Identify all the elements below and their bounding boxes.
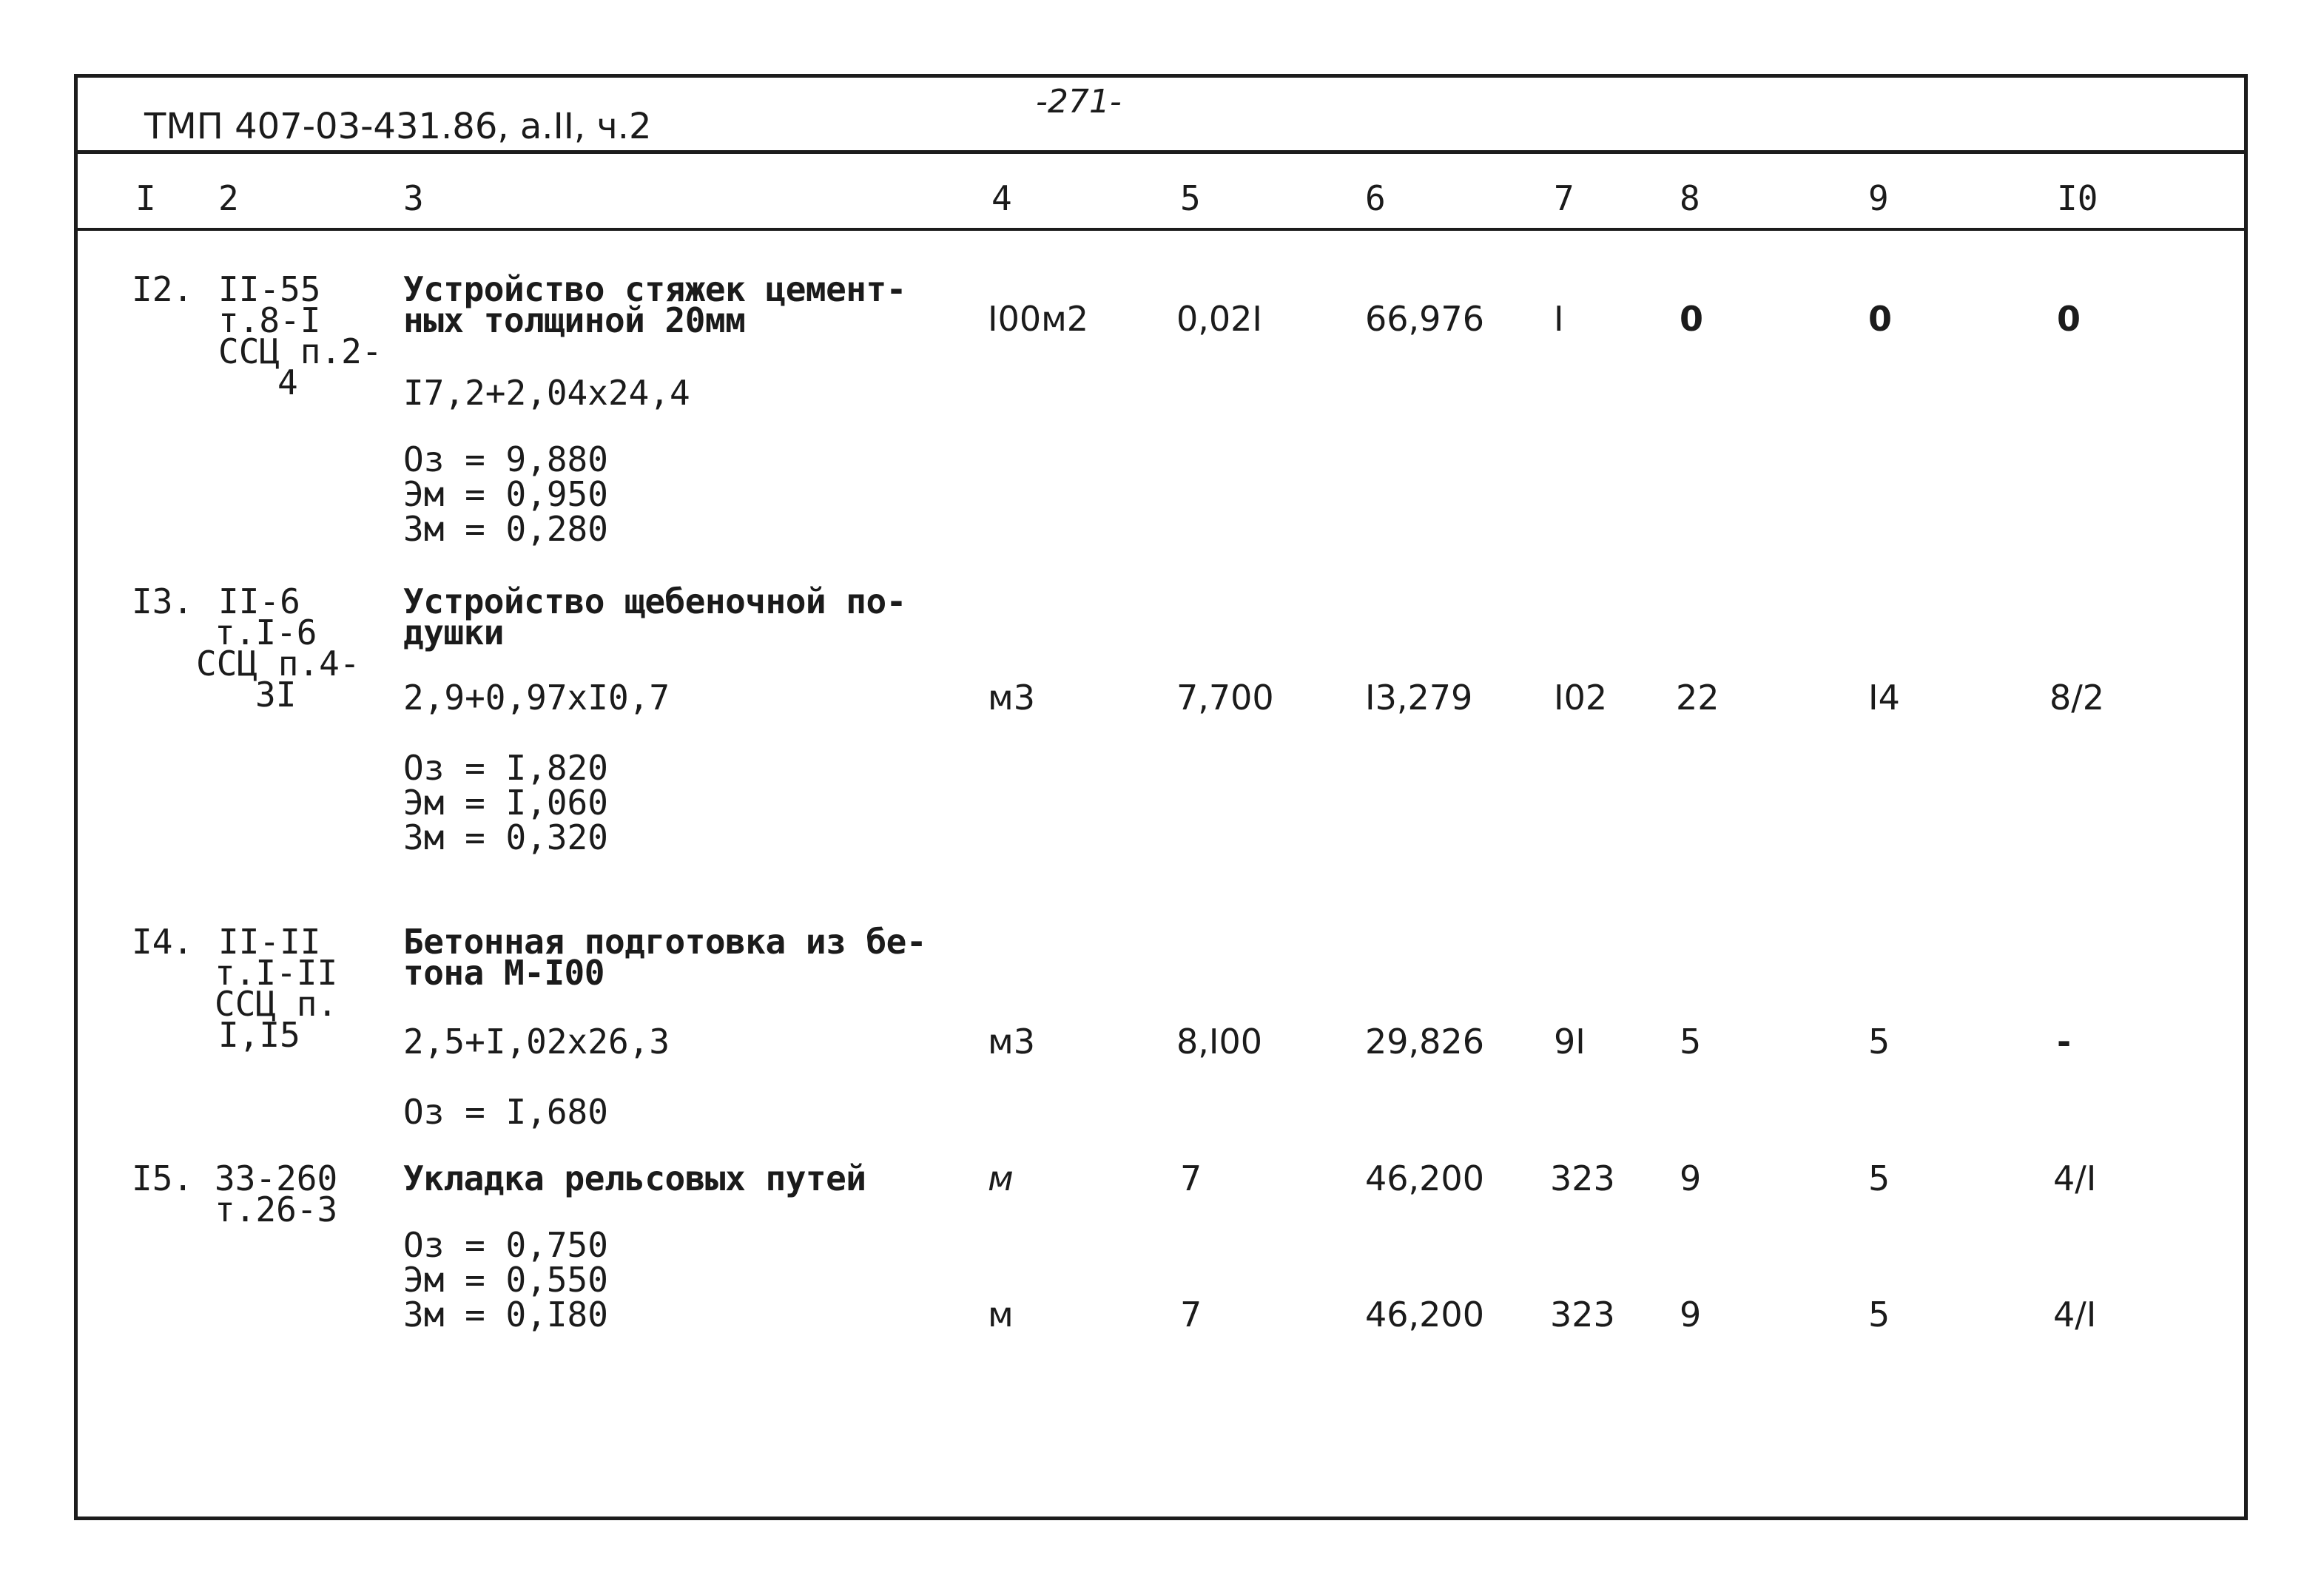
column-header-4: 4 [991,178,1012,218]
column-9-value: 0 [1868,299,1893,339]
work-description-line: Бетонная подготовка из бе- [403,922,927,962]
column-header-10: I0 [2057,178,2098,218]
unit-value: I00м2 [988,299,1089,339]
coefficient-line: Эм = I,060 [403,783,608,823]
unit-price-value: 66,976 [1365,299,1484,339]
norm-code-line: II-II [218,922,321,962]
coefficient-line: Оз = 9,880 [403,439,608,479]
norm-code-line: т.I-6 [215,613,317,652]
column-header-9: 9 [1868,178,1889,218]
norm-code-line: т.I-II [215,953,338,993]
work-description-line: Устройство стяжек цемент- [403,269,906,309]
unit-value: м3 [988,1022,1035,1062]
norm-code-line: 33-260 [215,1158,338,1198]
norm-code-line: 3I [255,675,297,715]
column-9-value: I4 [1868,678,1900,718]
column-header-1: I [135,178,156,218]
quantity-value: 7 [1180,1158,1202,1198]
column-7-value: I [1554,299,1564,339]
page-frame [74,74,2248,1520]
unit-price-value: 46,200 [1365,1158,1484,1198]
column-8-value: 5 [1680,1022,1702,1062]
norm-code-line: I,I5 [218,1015,300,1055]
norm-code-line: II-6 [218,581,300,621]
norm-code-line: II-55 [218,269,321,309]
norm-code-line: ССЦ п.4- [196,644,360,684]
total-column-7-value: 323 [1550,1295,1615,1335]
work-description-line: Укладка рельсовых путей [403,1158,866,1198]
column-header-7: 7 [1554,178,1574,218]
norm-code-line: ССЦ п. [215,984,338,1024]
column-8-value: 9 [1680,1158,1702,1198]
coefficient-line: Эм = 0,550 [403,1260,608,1300]
quantity-formula: 2,5+I,02x26,3 [403,1022,670,1062]
coefficient-line: Эм = 0,950 [403,474,608,514]
document-code: ТМП 407-03-431.86, а.II, ч.2 [144,106,652,147]
column-header-5: 5 [1180,178,1201,218]
quantity-value: 8,I00 [1176,1022,1262,1062]
norm-code-line: т.8-I [218,300,321,340]
total-column-10-value: 4/I [2053,1295,2097,1335]
row-number: I4. [132,922,194,962]
column-9-value: 5 [1868,1022,1890,1062]
total-unit-value: м [988,1295,1014,1335]
header-rule [74,150,2248,154]
column-header-3: 3 [403,178,424,218]
column-8-value: 22 [1676,678,1720,718]
norm-code-line: т.26-3 [215,1190,338,1229]
quantity-formula: I7,2+2,04x24,4 [403,373,690,413]
row-number: I2. [132,269,194,309]
column-7-value: 323 [1550,1158,1615,1198]
column-9-value: 5 [1868,1158,1890,1198]
quantity-formula: 2,9+0,97xI0,7 [403,678,670,718]
coefficient-line: Зм = 0,320 [403,817,608,857]
unit-value: м3 [988,678,1035,718]
work-description-line: ных толщиной 20мм [403,300,746,340]
column-8-value: 0 [1680,299,1704,339]
column-header-8: 8 [1680,178,1700,218]
column-header-6: 6 [1365,178,1386,218]
norm-code-line: ССЦ п.2- [218,331,383,371]
norm-code-line: 4 [277,362,298,402]
quantity-value: 7,700 [1176,678,1274,718]
page-number: -271- [1036,83,1122,121]
unit-price-value: I3,279 [1365,678,1473,718]
total-price-value: 46,200 [1365,1295,1484,1335]
work-description-line: Устройство щебеночной по- [403,581,906,621]
unit-price-value: 29,826 [1365,1022,1484,1062]
coefficient-line: Зм = 0,280 [403,509,608,549]
coefficient-line: Оз = I,680 [403,1092,608,1132]
column-10-value: 4/I [2053,1158,2097,1198]
column-7-value: 9I [1554,1022,1586,1062]
row-number: I3. [132,581,194,621]
row-number: I5. [132,1158,194,1198]
total-quantity-value: 7 [1180,1295,1202,1335]
column-10-value: 8/2 [2050,678,2105,718]
work-description-line: душки [403,613,504,652]
total-column-8-value: 9 [1680,1295,1702,1335]
work-description-line: тона М-I00 [403,953,604,993]
coefficient-line: Оз = 0,750 [403,1225,608,1265]
unit-value: м [988,1158,1014,1198]
column-10-value: 0 [2057,299,2081,339]
coefficient-line: Оз = I,820 [403,748,608,788]
column-10-value: - [2057,1022,2072,1062]
column-header-2: 2 [218,178,239,218]
column-7-value: I02 [1554,678,1608,718]
quantity-value: 0,02I [1176,299,1262,339]
total-column-9-value: 5 [1868,1295,1890,1335]
column-header-rule [74,228,2248,231]
coefficient-line: Зм = 0,I80 [403,1295,608,1335]
